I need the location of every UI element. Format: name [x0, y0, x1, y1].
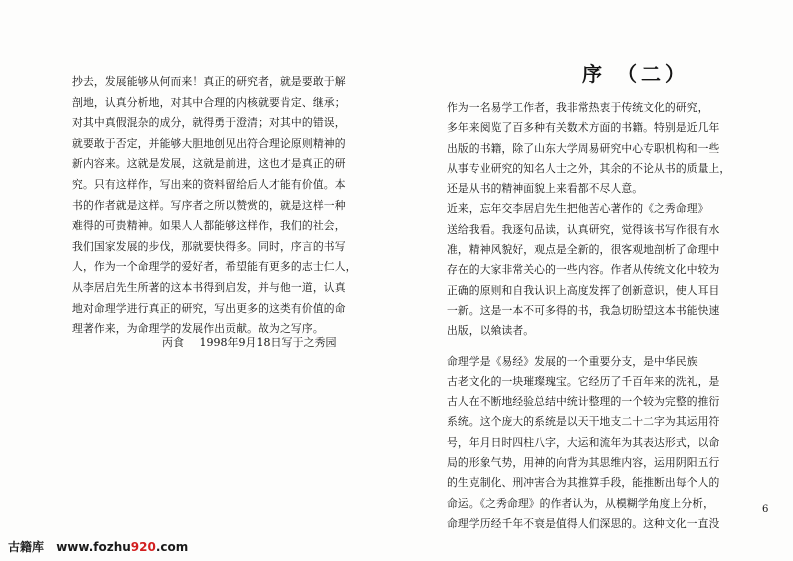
text-line: 号，年月日时四柱八字，大运和流年为其表达形式，以命 [447, 435, 720, 449]
page-number: 6 [762, 504, 769, 515]
left-page-body [72, 72, 377, 340]
url-suffix: .com [155, 540, 189, 554]
text-line: 书的作者就是这样。写序者之所以赞赏的，就是这样一种 [72, 198, 346, 212]
text-line: 人，作为一个命理学的爱好者，希望能有更多的志士仁人， [72, 260, 357, 274]
text-line: 一新。这是一本不可多得的书，我急切盼望这本书能快速 [447, 303, 720, 317]
text-line: 局的形象气势，用神的向背为其思维内容，运用阴阳五行 [447, 456, 720, 470]
text-line: 对其中真假混杂的成分，就得勇于澄清；对其中的错误， [72, 116, 346, 130]
text-line: 古人在不断地经验总结中统计整理的一个较为完整的推衍 [447, 395, 720, 409]
text-line: 古老文化的一块璀璨瑰宝。它经历了千百年来的洗礼，是 [447, 374, 720, 388]
text-line: 从事专业研究的知名人士之外，其余的不论从书的质量上， [447, 161, 731, 175]
text-line: 正确的原则和自我认识上高度发挥了创新意识，使人耳目 [447, 283, 720, 297]
paragraph-gap [447, 342, 787, 352]
right-page [410, 0, 793, 530]
text-line: 出版，以飨读者。 [447, 324, 535, 338]
text-line: 存在的大家非常关心的一些内容。作者从传统文化中较为 [447, 263, 720, 277]
signature-date: 1998年9月18日写于之秀园 [199, 336, 337, 349]
signature-author: 丙食 [162, 336, 184, 349]
url-prefix: www.fozhu [56, 540, 131, 554]
url-number: 920 [130, 540, 156, 554]
text-line: 剖地，认真分析地，对其中合理的内核就要肯定、继承； [72, 95, 346, 109]
text-line: 究。只有这样作，写出来的资料留给后人才能有价值。本 [72, 177, 346, 191]
watermark-footer [8, 538, 308, 555]
text-line: 从李居启先生所著的这本书得到启发，并与他一道，认真 [72, 280, 346, 294]
text-line: 难得的可贵精神。如果人人都能够这样作，我们的社会， [72, 219, 346, 233]
text-line: 命理学是《易经》发展的一个重要分支，是中华民族 [447, 354, 698, 368]
site-url[interactable] [56, 540, 188, 554]
text-line: 近来，忘年交李居启先生把他苦心著作的《之秀命理》 [447, 202, 709, 216]
text-line: 送给我看。我逐句品读，认真研究，觉得该书写作很有水 [447, 222, 720, 236]
text-line: 理著作来，为命理学的发展作出贡献。故为之写序。 [72, 322, 324, 336]
left-page [0, 0, 400, 530]
text-line: 抄去，发展能够从何而来！真正的研究者，就是要敢于解 [72, 75, 346, 88]
preface-title: 序 （二） [582, 62, 689, 86]
text-line: 的生克制化、刑冲害合为其推算手段，能推断出每个人的 [447, 476, 720, 490]
text-line: 新内容来。这就是发展，这就是前进，这也才是真正的研 [72, 157, 346, 171]
text-line: 准，精神风貌好，观点是全新的，很客观地剖析了命理中 [447, 243, 720, 257]
text-line: 出版的书籍，除了山东大学周易研究中心专职机构和一些 [447, 141, 720, 155]
text-line: 地对命理学进行真正的研究，写出更多的这类有价值的命 [72, 301, 346, 315]
text-line: 作为一名易学工作者，我非常热衷于传统文化的研究， [447, 101, 709, 114]
site-name: 古籍库 [8, 540, 45, 554]
text-line: 系统。这个庞大的系统是以天干地支二十二字为其运用符 [447, 415, 720, 429]
text-line: 我们国家发展的步伐，那就要快得多。同时，序言的书写 [72, 239, 346, 253]
text-line: 多年来阅览了百多种有关数术方面的书籍。特别是近几年 [447, 121, 720, 135]
signature [162, 334, 382, 350]
right-page-body [447, 98, 787, 534]
text-line: 还是从书的精神面貌上来看都不尽人意。 [447, 182, 644, 196]
text-line: 命运。《之秀命理》的作者认为，从模糊学角度上分析， [447, 496, 715, 510]
text-line: 就要敢于否定，并能够大胆地创见出符合理论原则精神的 [72, 136, 346, 150]
text-line: 命理学历经千年不衰是值得人们深思的。这种文化一直没 [447, 516, 720, 530]
